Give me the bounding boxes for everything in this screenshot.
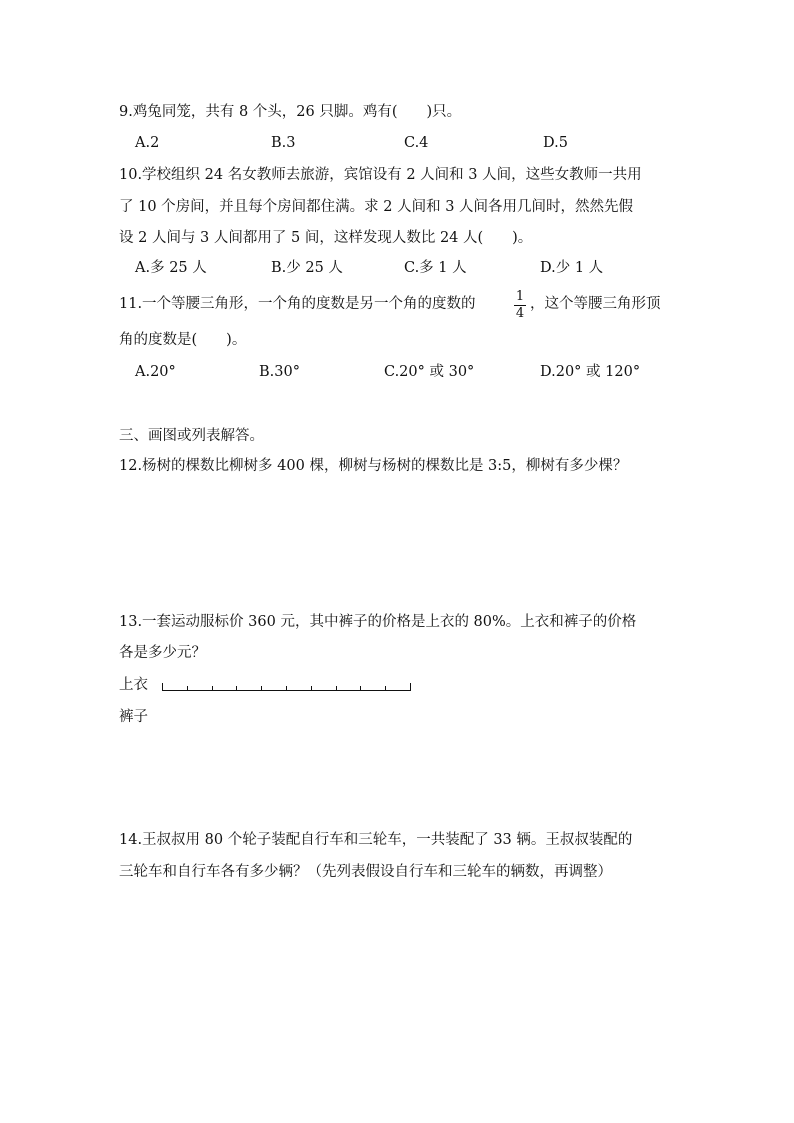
q11-option-a: A.20° <box>135 364 176 380</box>
ruler-tick <box>311 686 312 691</box>
fraction-one-quarter <box>514 290 526 321</box>
fraction-numerator: 1 <box>515 289 525 304</box>
q10-line-3: 设 2 人间与 3 人间都用了 5 间，这样发现人数比 24 人( )。 <box>119 230 533 246</box>
q10-line-1: 10.学校组织 24 名女教师去旅游，宾馆设有 2 人间和 3 人间，这些女教师一共用 <box>119 167 642 183</box>
fraction-denominator: 4 <box>515 306 525 321</box>
q14-line-1: 14.王叔叔用 80 个轮子装配自行车和三轮车，一共装配了 33 辆。王叔叔装配的 <box>119 832 633 848</box>
ruler-tick <box>410 683 411 691</box>
q10-option-c: C.多 1 人 <box>404 260 467 276</box>
q13-line-2: 各是多少元？ <box>119 645 206 661</box>
q11-option-c: C.20° 或 30° <box>384 364 475 380</box>
q9-option-d: D.5 <box>543 135 568 151</box>
ruler-tick <box>261 686 262 691</box>
label-shangyi: 上衣 <box>119 677 148 693</box>
label-kuzi: 裤子 <box>119 709 148 725</box>
q13-line-1: 13.一套运动服标价 360 元，其中裤子的价格是上衣的 80%。上衣和裤子的价格 <box>119 614 637 630</box>
ruler-tick <box>336 686 337 691</box>
ruler-tick <box>187 686 188 691</box>
ruler-tick <box>286 686 287 691</box>
ruler-tick <box>360 686 361 691</box>
q11-line-2: 角的度数是( )。 <box>119 332 247 348</box>
ruler-tick <box>385 686 386 691</box>
q11-line-1a: 11.一个等腰三角形，一个角的度数是另一个角的度数的 <box>119 296 476 312</box>
segment-ruler <box>162 683 410 691</box>
ruler-tick <box>236 686 237 691</box>
q11-option-b: B.30° <box>259 364 300 380</box>
q10-option-a: A.多 25 人 <box>135 260 207 276</box>
ruler-tick <box>212 686 213 691</box>
q14-line-2: 三轮车和自行车各有多少辆？（先列表假设自行车和三轮车的辆数，再调整） <box>119 864 612 880</box>
q9-option-b: B.3 <box>271 135 296 151</box>
q9-option-c: C.4 <box>404 135 429 151</box>
q10-option-d: D.少 1 人 <box>540 260 604 276</box>
q9-stem: 9.鸡兔同笼，共有 8 个头，26 只脚。鸡有( )只。 <box>119 104 462 120</box>
q12-text: 12.杨树的棵数比柳树多 400 棵，柳树与杨树的棵数比是 3:5，柳树有多少棵？ <box>119 458 628 474</box>
q11-line-1b: ，这个等腰三角形顶 <box>530 296 661 312</box>
section-3-heading: 三、画图或列表解答。 <box>119 428 264 444</box>
q9-option-a: A.2 <box>135 135 160 151</box>
q10-line-2: 了 10 个房间，并且每个房间都住满。求 2 人间和 3 人间各用几间时，然然先假 <box>119 199 634 215</box>
ruler-tick <box>162 683 163 691</box>
q10-option-b: B.少 25 人 <box>271 260 343 276</box>
q11-option-d: D.20° 或 120° <box>540 364 641 380</box>
